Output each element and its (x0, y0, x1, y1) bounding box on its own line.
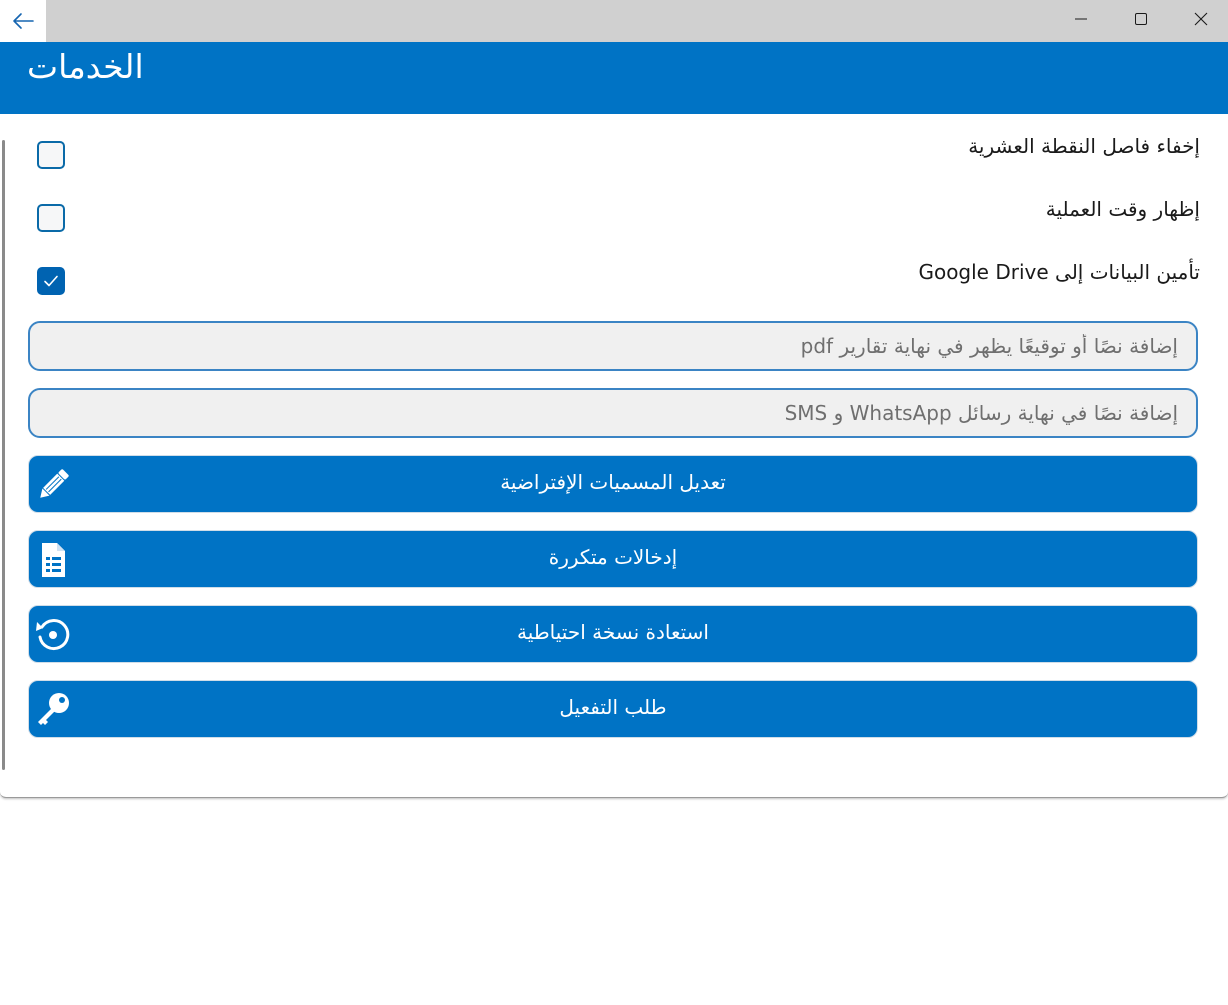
scrollbar[interactable] (2, 140, 5, 770)
title-bar (0, 0, 1228, 42)
page-header (0, 42, 1228, 114)
button-label: استعادة نسخة احتياطية (517, 620, 709, 644)
option-label: إظهار وقت العملية (1045, 197, 1200, 221)
message-footer-text-input[interactable] (28, 388, 1198, 438)
pdf-footer-text-input[interactable] (28, 321, 1198, 371)
edit-default-names-button[interactable] (28, 455, 1198, 513)
minimize-button[interactable] (1052, 0, 1110, 38)
option-backup-google-drive (28, 260, 1200, 300)
restore-backup-button[interactable] (28, 605, 1198, 663)
page-title: الخدمات (27, 47, 144, 86)
request-activation-button[interactable] (28, 680, 1198, 738)
maximize-button[interactable] (1112, 0, 1170, 38)
backup-google-drive-checkbox[interactable] (37, 267, 65, 295)
option-hide-decimal-separator (28, 134, 1200, 174)
close-icon (1194, 12, 1208, 26)
option-label: تأمين البيانات إلى Google Drive (918, 260, 1200, 284)
minimize-icon (1074, 12, 1088, 26)
arrow-left-icon (12, 12, 34, 30)
recurring-entries-button[interactable] (28, 530, 1198, 588)
checkmark-icon (43, 274, 59, 288)
button-label: طلب التفعيل (559, 695, 667, 719)
button-label: تعديل المسميات الإفتراضية (500, 470, 726, 494)
maximize-icon (1134, 12, 1148, 26)
hide-decimal-separator-checkbox[interactable] (37, 141, 65, 169)
button-label: إدخالات متكررة (548, 545, 678, 569)
close-button[interactable] (1172, 0, 1228, 38)
back-button[interactable] (0, 0, 46, 42)
option-label: إخفاء فاصل النقطة العشرية (968, 134, 1200, 158)
show-operation-time-checkbox[interactable] (37, 204, 65, 232)
option-show-operation-time (28, 197, 1200, 237)
